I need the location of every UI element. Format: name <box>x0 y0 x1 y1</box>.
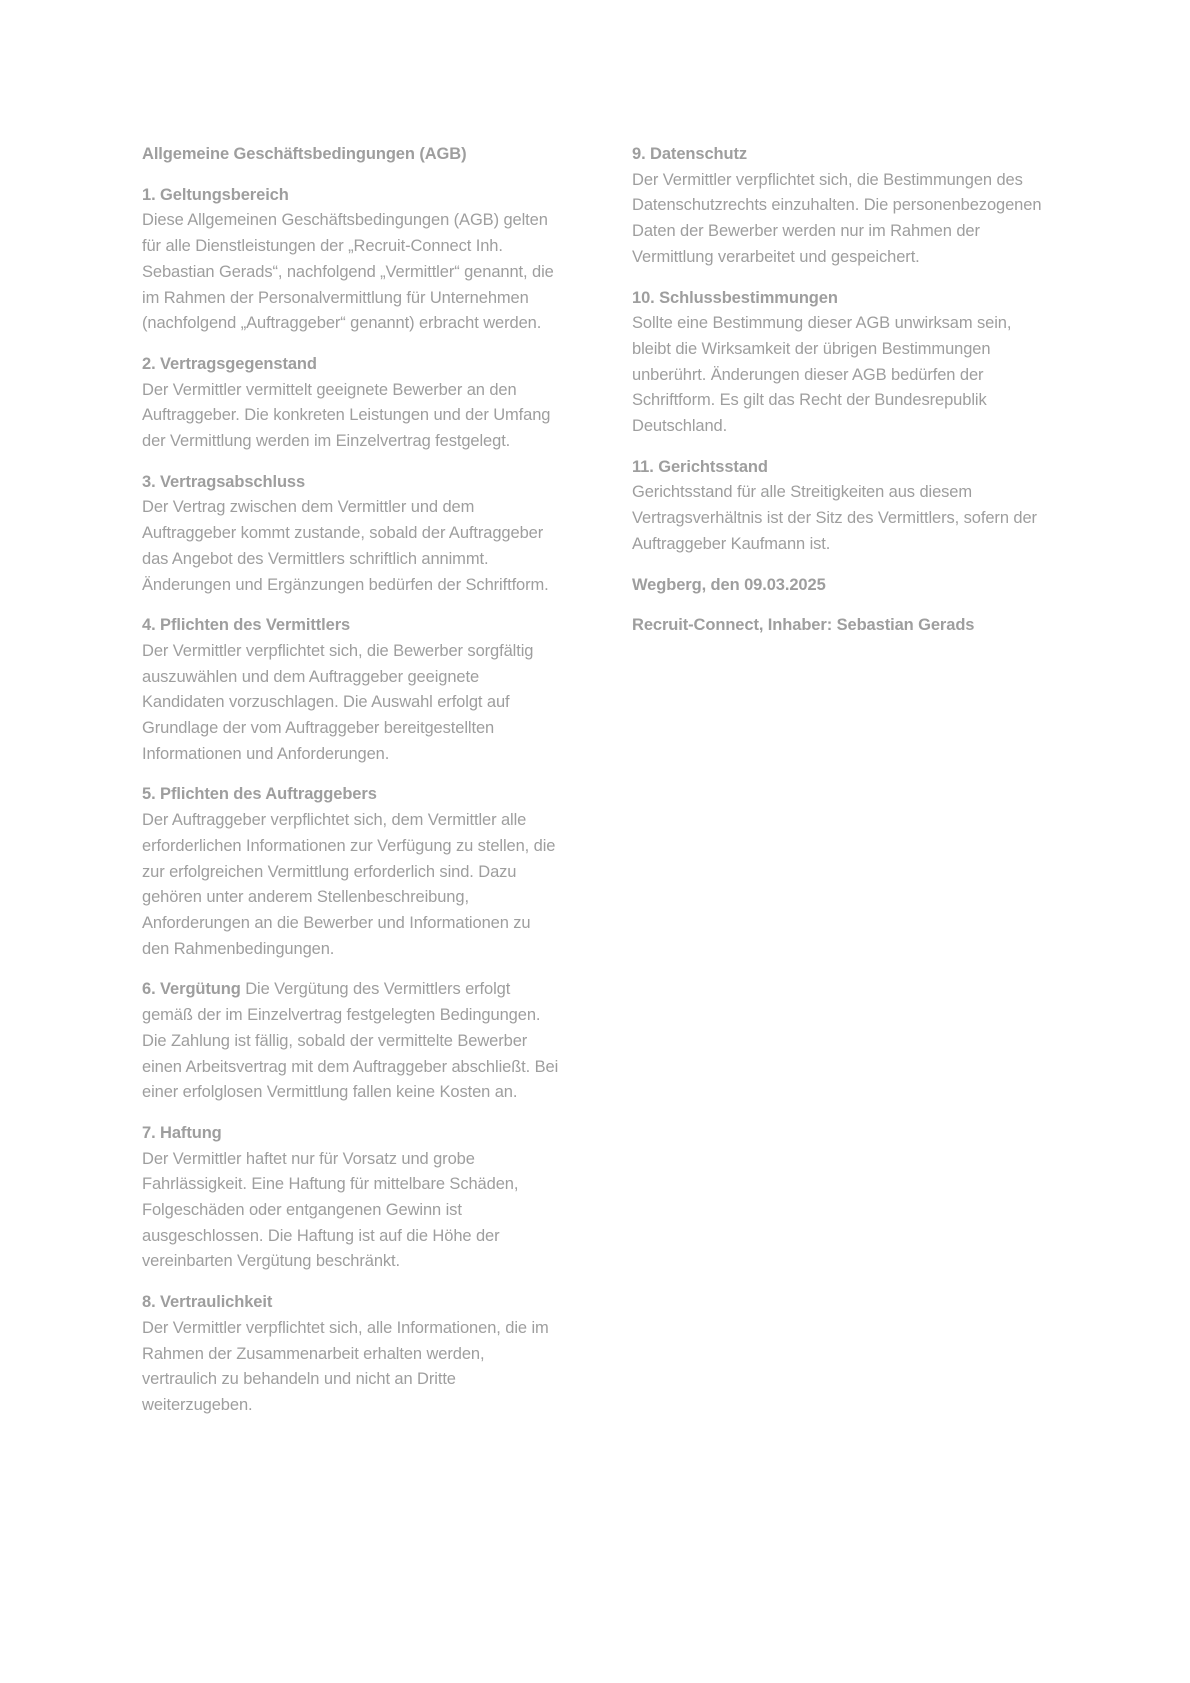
section-heading: 9. Datenschutz <box>632 145 748 163</box>
section-pflichten-auftraggeber <box>142 782 562 962</box>
section-geltungsbereich <box>142 183 562 337</box>
section-heading: 11. Gerichtsstand <box>632 457 768 476</box>
section-heading: 8. Vertraulichkeit <box>142 1293 273 1312</box>
section-vertraulichkeit <box>142 1290 562 1419</box>
section-heading: 6. Vergütung <box>142 980 241 999</box>
section-verguetung <box>142 977 562 1106</box>
section-body: Gerichtsstand für alle Streitigkeiten aus diesem Vertragsverhältnis ist der Sitz des Vermittlers, sofern der Auftraggeber Kaufmann ist. <box>632 483 1037 553</box>
section-heading: 7. Haftung <box>142 1123 222 1142</box>
section-body: Der Vermittler vermittelt geeignete Bewerber an den Auftraggeber. Die konkreten Leistungen und der Umfang der Vermittlung werden im Einzelvertrag festgelegt. <box>142 380 551 451</box>
section-body: Sollte eine Bestimmung dieser AGB unwirksam sein, bleibt die Wirksamkeit der übrigen Bestimmungen unberührt. Änderungen dieser AGB bedürfen der Schriftform. Es gilt das Recht der Bundesrepublik Deutschland. <box>632 314 1012 436</box>
section-body: Der Vertrag zwischen dem Vermittler und dem Auftraggeber kommt zustande, sobald der Auftraggeber das Angebot des Vermittlers schriftlich annimmt. Änderungen und Ergänzungen bedürfen der Schriftform. <box>142 498 549 594</box>
document-title: Allgemeine Geschäftsbedingungen (AGB) <box>142 145 467 163</box>
section-haftung <box>142 1121 562 1275</box>
section-heading: 3. Vertragsabschluss <box>142 472 306 491</box>
signature-line: Recruit-Connect, Inhaber: Sebastian Gerads <box>632 616 975 635</box>
section-body: Die Vergütung des Vermittlers erfolgt gemäß der im Einzelvertrag festgelegten Bedingungen. Die Zahlung ist fällig, sobald der vermittelte Bewerber einen Arbeitsvertrag mit dem Auftraggeber abschließt. Bei einer erfolglosen Vermittlung fallen keine Kosten an. <box>142 980 559 1102</box>
section-vertragsgegenstand <box>142 352 562 455</box>
section-pflichten-vermittler <box>142 613 562 767</box>
section-datenschutz <box>632 142 1052 271</box>
section-heading: 4. Pflichten des Vermittlers <box>142 616 351 635</box>
section-heading: 1. Geltungsbereich <box>142 185 289 204</box>
section-body: Der Vermittler haftet nur für Vorsatz und grobe Fahrlässigkeit. Eine Haftung für mittelbare Schäden, Folgeschäden oder entgangenen Gewinn ist ausgeschlossen. Die Haftung ist auf die Höhe der vereinbarten Vergütung beschränkt. <box>142 1149 519 1271</box>
section-heading: 5. Pflichten des Auftraggebers <box>142 785 377 804</box>
section-body: Der Vermittler verpflichtet sich, die Bestimmungen des Datenschutzrechts einzuhalten. Die personenbezogenen Daten der Bewerber werden nur im Rahmen der Vermittlung verarbeitet und gespeichert. <box>632 170 1042 266</box>
section-body: Der Vermittler verpflichtet sich, die Bewerber sorgfältig auszuwählen und dem Auftraggeber geeignete Kandidaten vorzuschlagen. Die Auswahl erfolgt auf Grundlage der vom Auftraggeber bereitgestellten Informationen und Anforderungen. <box>142 641 534 763</box>
section-schlussbestimmungen <box>632 286 1052 440</box>
left-column <box>142 142 562 1434</box>
section-body: Diese Allgemeinen Geschäftsbedingungen (AGB) gelten für alle Dienstleistungen der „Recruit-Connect Inh. Sebastian Gerads“, nachfolgend „Vermittler“ genannt, die im Rahmen der Personalvermittlung für Unternehmen (nachfolgend „Auftraggeber“ genannt) erbracht werden. <box>142 211 554 333</box>
section-heading: 2. Vertragsgegenstand <box>142 354 317 373</box>
section-body: Der Vermittler verpflichtet sich, alle Informationen, die im Rahmen der Zusammenarbeit erhalten werden, vertraulich zu behandeln und nicht an Dritte weiterzugeben. <box>142 1318 549 1414</box>
right-column <box>632 142 1052 654</box>
section-heading: 10. Schlussbestimmungen <box>632 288 838 307</box>
section-gerichtsstand <box>632 455 1052 558</box>
section-vertragsabschluss <box>142 470 562 599</box>
section-body: Der Auftraggeber verpflichtet sich, dem Vermittler alle erforderlichen Informationen zur Verfügung zu stellen, die zur erfolgreichen Vermittlung erforderlich sind. Dazu gehören unter anderem Stellenbeschreibung, Anforderungen an die Bewerber und Informationen zu den Rahmenbedingungen. <box>142 811 556 958</box>
place-date: Wegberg, den 09.03.2025 <box>632 575 826 594</box>
